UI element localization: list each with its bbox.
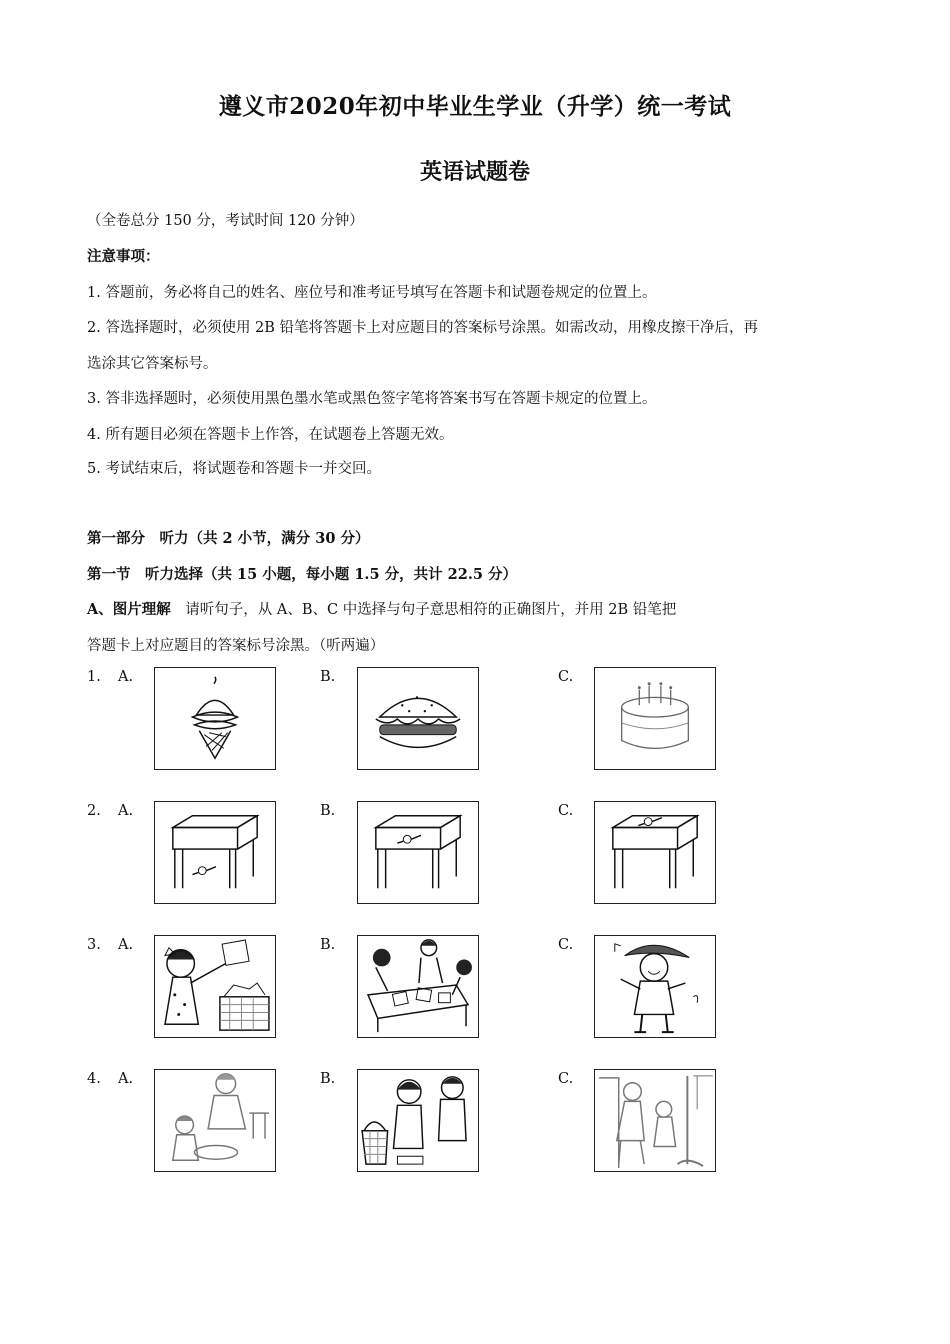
girl-hat-icon: [595, 936, 715, 1037]
score-note: （全卷总分 150 分，考试时间 120 分钟）: [87, 213, 364, 229]
option-label: C.: [558, 669, 574, 685]
table-icon: [595, 802, 715, 903]
option-label: C.: [558, 803, 574, 819]
ice-cream-picture: [154, 667, 276, 770]
kids-drawing-picture: [357, 935, 479, 1038]
exam-title: 遵义市2020年初中毕业生学业（升学）统一考试: [218, 93, 732, 120]
cake-icon: [595, 668, 715, 769]
part-heading: 第一部分 听力（共 2 小节，满分 30 分）: [87, 530, 370, 547]
option-label: B.: [320, 937, 336, 953]
instruction-line: [87, 598, 676, 619]
option-label: C.: [558, 937, 574, 953]
keys-under-table-picture: [154, 801, 276, 904]
option-label: A.: [118, 803, 134, 819]
washing-feet-picture: [154, 1069, 276, 1172]
keys-in-table-picture: [357, 801, 479, 904]
question-number: 4.: [87, 1071, 101, 1087]
keys-icon: [192, 867, 216, 875]
note-item: 5. 考试结束后，将试题卷和答题卡一并交回。: [87, 461, 381, 477]
keys-icon: [397, 835, 421, 843]
basket-icon: [358, 1070, 478, 1171]
instruction-label: A、图片理解: [87, 601, 171, 618]
mopping-floor-picture: [594, 1069, 716, 1172]
note-item: 4. 所有题目必须在答题卡上作答，在试题卷上答题无效。: [87, 427, 454, 443]
subsection-heading: 第一节 听力选择（共 15 小题，每小题 1.5 分，共计 22.5 分）: [87, 566, 518, 583]
note-item: 1. 答题前，务必将自己的姓名、座位号和准考证号填写在答题卡和试题卷规定的位置上。: [87, 285, 657, 301]
question-number: 2.: [87, 803, 101, 819]
hamburger-picture: [357, 667, 479, 770]
table-icon: [358, 802, 478, 903]
girl-singing-picture: [594, 935, 716, 1038]
keys-on-table-picture: [594, 801, 716, 904]
cleaning-icon: [595, 1070, 715, 1171]
ice-cream-icon: [155, 668, 275, 769]
girl-packing-picture: [154, 935, 276, 1038]
birthday-cake-picture: [594, 667, 716, 770]
exam-subtitle: 英语试题卷: [419, 159, 530, 185]
keys-icon: [638, 818, 662, 826]
option-label: A.: [118, 1071, 134, 1087]
note-item: 2. 答选择题时，必须使用 2B 铅笔将答题卡上对应题目的答案标号涂黑。如需改动，用橡皮擦干净后，再: [87, 320, 759, 336]
option-label: A.: [118, 937, 134, 953]
question-number: 3.: [87, 937, 101, 953]
option-label: B.: [320, 669, 336, 685]
hamburger-icon: [358, 668, 478, 769]
table-icon: [155, 802, 275, 903]
instruction-text: 请听句子，从 A、B、C 中选择与句子意思相符的正确图片，并用 2B 铅笔把: [170, 602, 677, 618]
girl-icon: [155, 936, 275, 1037]
notes-heading: 注意事项：: [87, 248, 160, 265]
shopping-basket-picture: [357, 1069, 479, 1172]
option-label: A.: [118, 669, 134, 685]
option-label: B.: [320, 803, 336, 819]
note-item: 选涂其它答案标号。: [87, 356, 218, 372]
question-number: 1.: [87, 669, 101, 685]
children-icon: [358, 936, 478, 1037]
option-label: C.: [558, 1071, 574, 1087]
instruction-line-2: 答题卡上对应题目的答案标号涂黑。（听两遍）: [87, 638, 385, 654]
option-label: B.: [320, 1071, 336, 1087]
note-item: 3. 答非选择题时，必须使用黑色墨水笔或黑色签字笔将答案书写在答题卡规定的位置上。: [87, 391, 657, 407]
family-icon: [155, 1070, 275, 1171]
